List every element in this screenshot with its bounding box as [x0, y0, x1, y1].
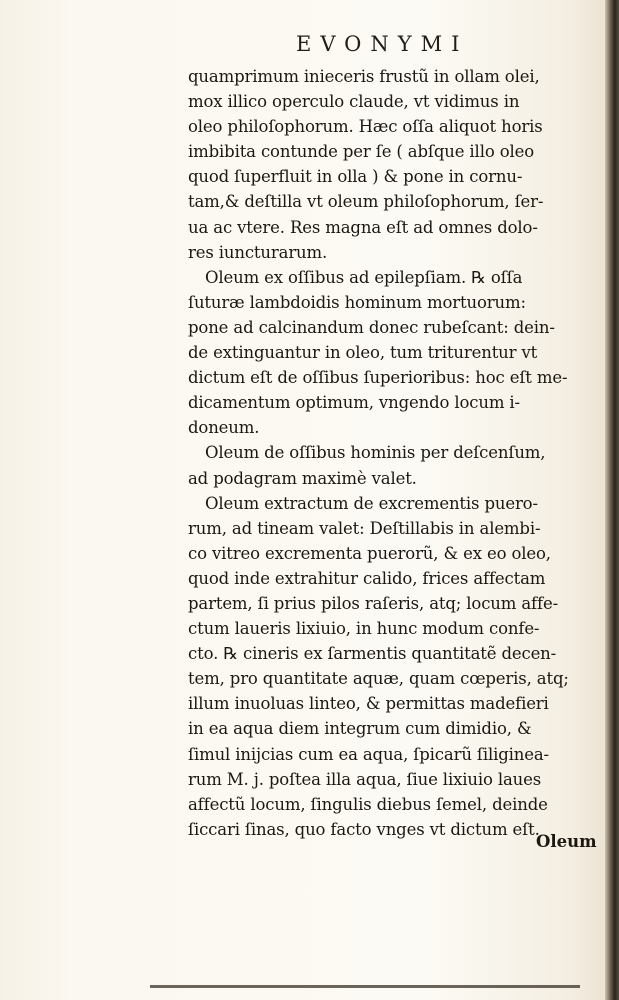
text-line: quod inde extrahitur calido, frices affectam: [188, 568, 546, 588]
text-line: ſuturæ lambdoidis hominum mortuorum:: [188, 292, 526, 312]
text-line: ſimul inijcias cum ea aqua, ſpicarũ ſiliginea-: [188, 744, 549, 764]
text-line: ad podagram maximè valet.: [188, 468, 417, 488]
text-line: mox illico operculo claude, vt vidimus in: [188, 92, 520, 112]
text-line: tam,& deſtilla vt oleum philoſophorum, ſer-: [188, 192, 544, 212]
text-line: cto. ℞ cineris ex ſarmentis quantitatẽ decen-: [188, 644, 557, 664]
text-line: dictum eſt de oſſibus ſuperioribus: hoc eſt me-: [188, 368, 568, 388]
text-line: quod ſuperfluit in olla ) & pone in cornu-: [188, 167, 523, 187]
text-line: Oleum extractum de excrementis puero-: [205, 493, 538, 513]
text-line: in ea aqua diem integrum cum dimidio, &: [188, 719, 532, 739]
bottom-edge-rule: [150, 985, 580, 988]
text-line: ctum laueris lixiuio, in hunc modum confe-: [188, 619, 540, 639]
body-text: [188, 64, 606, 842]
running-head: EVONYMI: [296, 32, 469, 56]
text-line: Oleum ex oſſibus ad epilepſiam. ℞ oſſa: [205, 267, 523, 287]
text-line: ſiccari ſinas, quo facto vnges vt dictum eſt.: [188, 819, 540, 839]
text-line: oleo philoſophorum. Hæc oſſa aliquot horis: [188, 117, 543, 137]
text-line: de extinguantur in oleo, tum triturentur vt: [188, 343, 538, 363]
text-line: rum M. j. poſtea illa aqua, ſiue lixiuio laues: [188, 769, 542, 789]
text-line: quamprimum inieceris frustũ in ollam olei,: [188, 67, 540, 86]
text-line: Oleum de oſſibus hominis per deſcenſum,: [205, 443, 546, 463]
text-line: affectũ locum, ſingulis diebus ſemel, deinde: [188, 794, 548, 814]
text-line: partem, ſi prius pilos raſeris, atq; locum affe-: [188, 593, 558, 613]
text-line: pone ad calcinandum donec rubeſcant: dein-: [188, 317, 555, 337]
text-line: res iuncturarum.: [188, 242, 328, 262]
text-line: illum inuoluas linteo, & permittas madefieri: [188, 694, 549, 714]
text-line: rum, ad tineam valet: Deſtillabis in alembi-: [188, 518, 541, 538]
text-line: doneum.: [188, 418, 260, 438]
text-line: dicamentum optimum, vngendo locum i-: [188, 393, 520, 413]
text-line: imbibita contunde per ſe ( abſque illo oleo: [188, 142, 535, 162]
catchword: Oleum: [536, 832, 597, 851]
page-gutter-shadow: [605, 0, 619, 1000]
text-line: tem, pro quantitate aquæ, quam cœperis, atq;: [188, 669, 569, 689]
text-line: co vitreo excrementa puerorũ, & ex eo oleo,: [188, 543, 551, 563]
text-line: ua ac vtere. Res magna eſt ad omnes dolo-: [188, 217, 538, 237]
